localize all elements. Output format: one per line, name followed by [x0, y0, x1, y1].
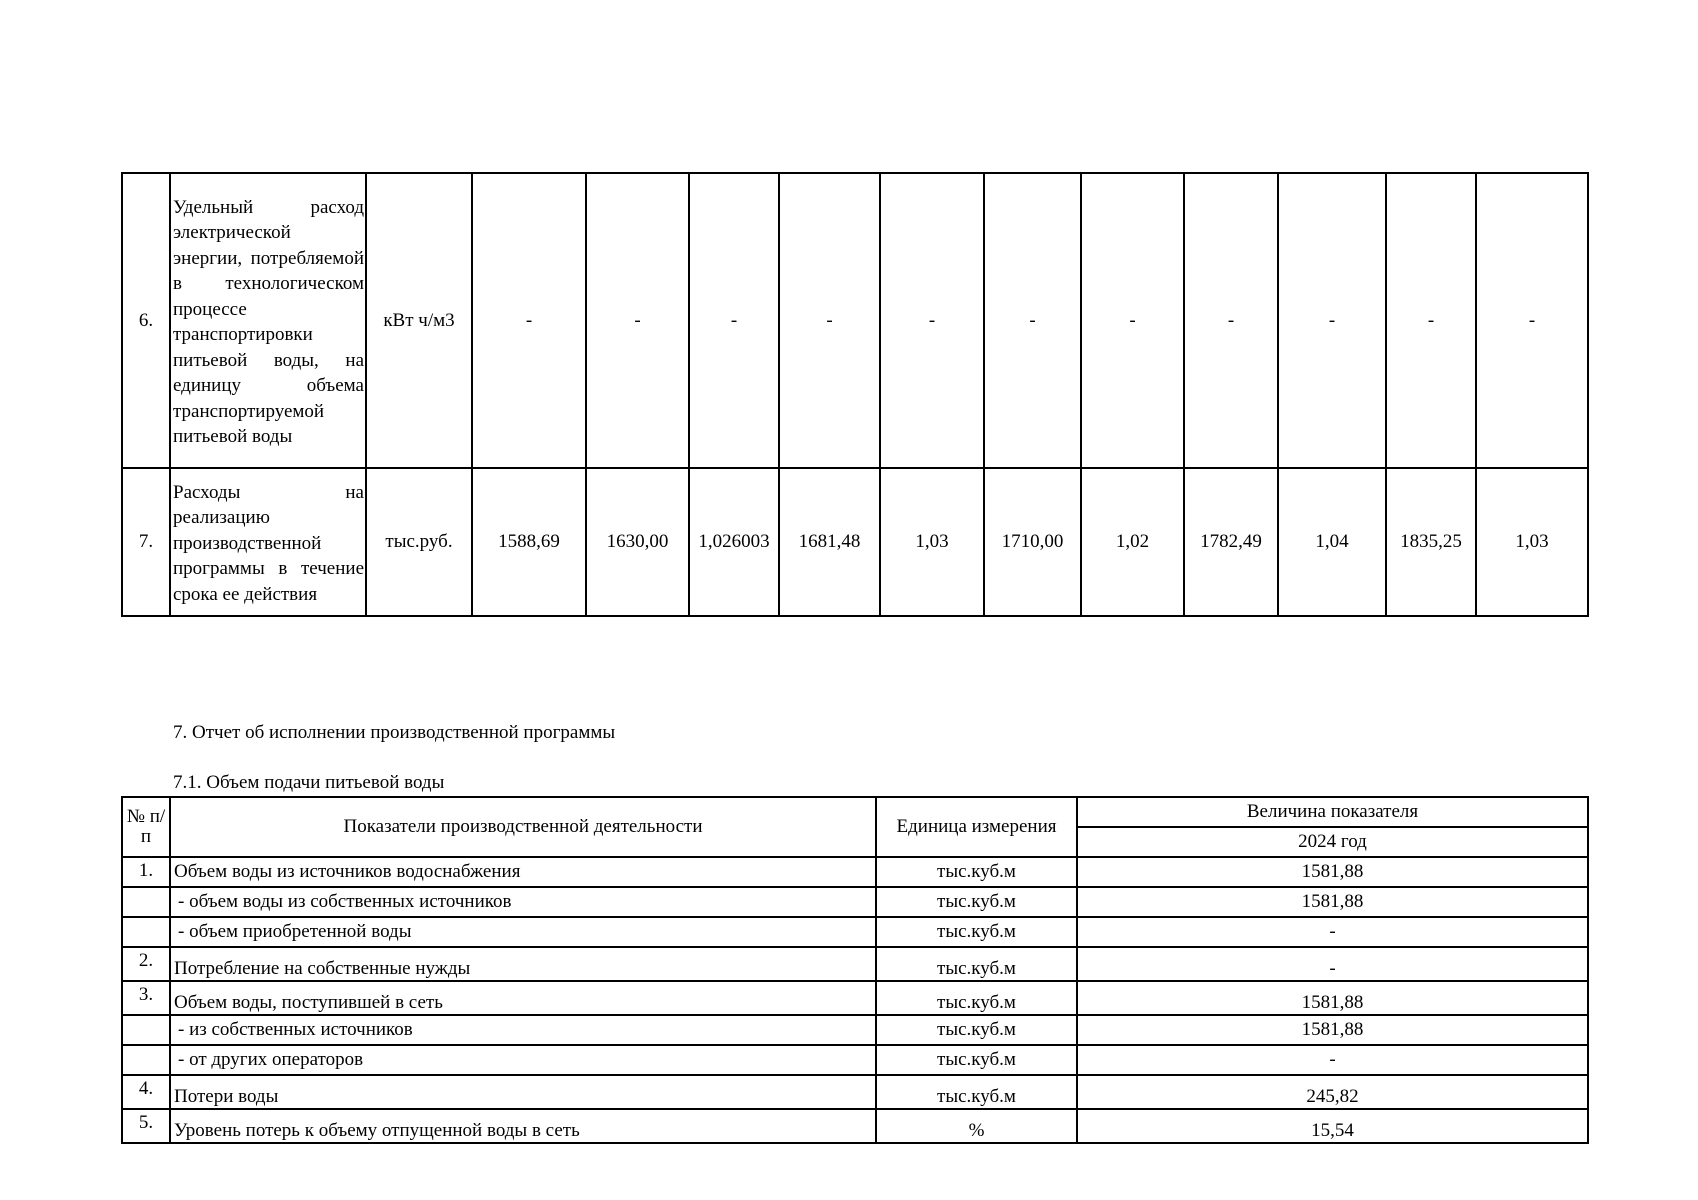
header-number: № п/п — [122, 797, 170, 857]
row-value: - — [689, 173, 779, 468]
table-row — [122, 468, 1588, 616]
row-value: 1710,00 — [984, 468, 1081, 616]
row-value: 1,026003 — [689, 468, 779, 616]
row-value: 245,82 — [1077, 1075, 1588, 1109]
row-value: 1581,88 — [1077, 981, 1588, 1015]
row-value: 1588,69 — [472, 468, 586, 616]
row-unit: тыс.куб.м — [876, 981, 1077, 1015]
row-value: 1,02 — [1081, 468, 1184, 616]
row-value: 1581,88 — [1077, 887, 1588, 917]
row-indicator-name: - от других операторов — [170, 1045, 876, 1075]
row-number — [122, 917, 170, 947]
row-value: - — [1077, 917, 1588, 947]
row-value: 1,03 — [1476, 468, 1588, 616]
row-number: 6. — [122, 173, 170, 468]
row-value: - — [984, 173, 1081, 468]
row-indicator-name: Удельный расход электрической энергии, потребляемой в технологическом процессе транспортировки питьевой воды, на единицу объема транспортируемой питьевой воды — [170, 173, 366, 468]
row-value: - — [880, 173, 984, 468]
row-unit: тыс.руб. — [366, 468, 472, 616]
row-value: - — [1077, 947, 1588, 981]
row-number — [122, 887, 170, 917]
row-value: - — [1077, 1045, 1588, 1075]
table-row — [122, 887, 1588, 917]
row-indicator-name: Объем воды, поступившей в сеть — [170, 981, 876, 1015]
row-number: 2. — [122, 947, 170, 981]
row-value: - — [1476, 173, 1588, 468]
table-row — [122, 981, 1588, 1015]
row-value: - — [1081, 173, 1184, 468]
header-value-group: Величина показателя — [1077, 797, 1588, 827]
row-indicator-name: Объем воды из источников водоснабжения — [170, 857, 876, 887]
row-indicator-name: Потребление на собственные нужды — [170, 947, 876, 981]
table-row — [122, 173, 1588, 468]
table-row — [122, 917, 1588, 947]
row-indicator-name: - объем приобретенной воды — [170, 917, 876, 947]
header-year: 2024 год — [1077, 827, 1588, 857]
indicators-table-top — [121, 172, 1589, 617]
row-value: 1782,49 — [1184, 468, 1278, 616]
row-number: 3. — [122, 981, 170, 1015]
table-row — [122, 857, 1588, 887]
row-unit: тыс.куб.м — [876, 1015, 1077, 1045]
header-unit: Единица измерения — [876, 797, 1077, 857]
row-unit: тыс.куб.м — [876, 947, 1077, 981]
row-value: 1581,88 — [1077, 1015, 1588, 1045]
row-value: 1581,88 — [1077, 857, 1588, 887]
water-supply-table — [121, 796, 1589, 1144]
row-unit: тыс.куб.м — [876, 857, 1077, 887]
row-unit: тыс.куб.м — [876, 917, 1077, 947]
row-value: - — [472, 173, 586, 468]
row-value: - — [586, 173, 689, 468]
row-indicator-name: Расходы на реализацию производственной программы в течение срока ее действия — [170, 468, 366, 616]
row-value: 1630,00 — [586, 468, 689, 616]
row-indicator-name: Уровень потерь к объему отпущенной воды в сеть — [170, 1109, 876, 1143]
row-indicator-name: - из собственных источников — [170, 1015, 876, 1045]
row-value: - — [1184, 173, 1278, 468]
row-unit: тыс.куб.м — [876, 887, 1077, 917]
row-unit: тыс.куб.м — [876, 1045, 1077, 1075]
table-row — [122, 1109, 1588, 1143]
row-indicator-name: - объем воды из собственных источников — [170, 887, 876, 917]
row-value: 1,03 — [880, 468, 984, 616]
row-unit: кВт ч/м3 — [366, 173, 472, 468]
header-indicator: Показатели производственной деятельности — [170, 797, 876, 857]
row-value: - — [1386, 173, 1476, 468]
row-number — [122, 1045, 170, 1075]
subsection-title: 7.1. Объем подачи питьевой воды — [173, 772, 445, 793]
row-value: - — [779, 173, 880, 468]
row-indicator-name: Потери воды — [170, 1075, 876, 1109]
row-number: 7. — [122, 468, 170, 616]
row-value: 1835,25 — [1386, 468, 1476, 616]
row-value: 1,04 — [1278, 468, 1386, 616]
row-unit: % — [876, 1109, 1077, 1143]
row-number — [122, 1015, 170, 1045]
row-unit: тыс.куб.м — [876, 1075, 1077, 1109]
row-number: 5. — [122, 1109, 170, 1143]
row-number: 4. — [122, 1075, 170, 1109]
row-number: 1. — [122, 857, 170, 887]
table-row — [122, 1045, 1588, 1075]
table-header-row — [122, 797, 1588, 827]
table-row — [122, 947, 1588, 981]
row-value: - — [1278, 173, 1386, 468]
row-value: 1681,48 — [779, 468, 880, 616]
section-title: 7. Отчет об исполнении производственной программы — [173, 722, 616, 743]
row-value: 15,54 — [1077, 1109, 1588, 1143]
table-row — [122, 1075, 1588, 1109]
table-row — [122, 1015, 1588, 1045]
